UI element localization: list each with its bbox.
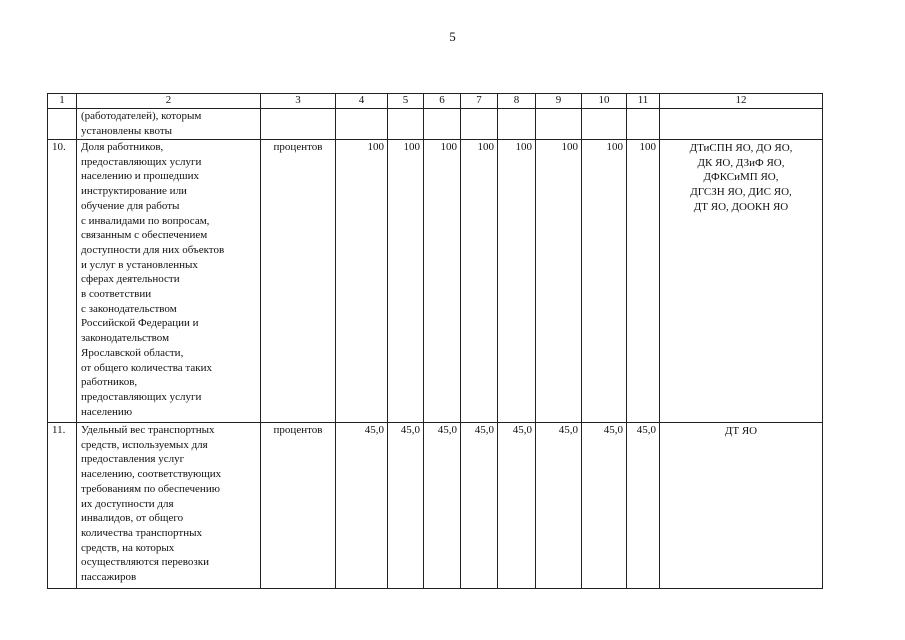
value-cell: 45,0: [388, 423, 424, 589]
column-number: 2: [77, 94, 261, 109]
value-cell: [461, 109, 498, 140]
row-number: 11.: [48, 423, 77, 589]
value-cell: [627, 109, 660, 140]
column-number: 1: [48, 94, 77, 109]
unit-cell: процентов: [261, 140, 336, 423]
value-cell: [336, 109, 388, 140]
column-number: 10: [582, 94, 627, 109]
column-numbers-row: [48, 94, 823, 109]
row-number: [48, 109, 77, 140]
value-cell: 100: [536, 140, 582, 423]
column-number: 11: [627, 94, 660, 109]
value-cell: 45,0: [461, 423, 498, 589]
table-row: [48, 423, 823, 589]
value-cell: 100: [582, 140, 627, 423]
value-cell: 45,0: [498, 423, 536, 589]
column-number: 8: [498, 94, 536, 109]
value-cell: [388, 109, 424, 140]
responsible-cell: ДТ ЯО: [660, 423, 823, 589]
value-cell: [424, 109, 461, 140]
column-number: 12: [660, 94, 823, 109]
value-cell: 45,0: [582, 423, 627, 589]
value-cell: 45,0: [536, 423, 582, 589]
responsible-cell: ДТиСПН ЯО, ДО ЯО, ДК ЯО, ДЗиФ ЯО, ДФКСиМП ЯО, ДГСЗН ЯО, ДИС ЯО, ДТ ЯО, ДООКН ЯО: [660, 140, 823, 423]
indicator-name: Удельный вес транспортных средств, используемых для предоставления услуг населению, соответствующих требованиям по обеспечению их доступности для инвалидов, от общего количества транспортных средств, на которых осуществляются перевозки пассажиров: [77, 423, 261, 589]
unit-cell: процентов: [261, 423, 336, 589]
value-cell: 100: [461, 140, 498, 423]
value-cell: 45,0: [627, 423, 660, 589]
value-cell: [536, 109, 582, 140]
value-cell: 100: [627, 140, 660, 423]
column-number: 4: [336, 94, 388, 109]
value-cell: [498, 109, 536, 140]
indicators-table: [47, 93, 823, 589]
value-cell: 100: [498, 140, 536, 423]
value-cell: [582, 109, 627, 140]
unit-cell: [261, 109, 336, 140]
column-number: 5: [388, 94, 424, 109]
responsible-cell: [660, 109, 823, 140]
value-cell: 100: [336, 140, 388, 423]
value-cell: 45,0: [336, 423, 388, 589]
value-cell: 100: [424, 140, 461, 423]
row-number: 10.: [48, 140, 77, 423]
indicator-name: (работодателей), которым установлены квоты: [77, 109, 261, 140]
page-number: 5: [449, 29, 456, 44]
column-number: 6: [424, 94, 461, 109]
indicator-name: Доля работников, предоставляющих услуги населению и прошедших инструктирование или обучение для работы с инвалидами по вопросам, связанным с обеспечением доступности для них объектов и услуг в установленных сферах деятельности в соответствии с законодательством Российской Федерации и законодательством Ярославской области, от общего количества таких работников, предоставляющих услуги населению: [77, 140, 261, 423]
column-number: 3: [261, 94, 336, 109]
table-row: [48, 109, 823, 140]
table-row: [48, 140, 823, 423]
column-number: 7: [461, 94, 498, 109]
column-number: 9: [536, 94, 582, 109]
value-cell: 100: [388, 140, 424, 423]
value-cell: 45,0: [424, 423, 461, 589]
